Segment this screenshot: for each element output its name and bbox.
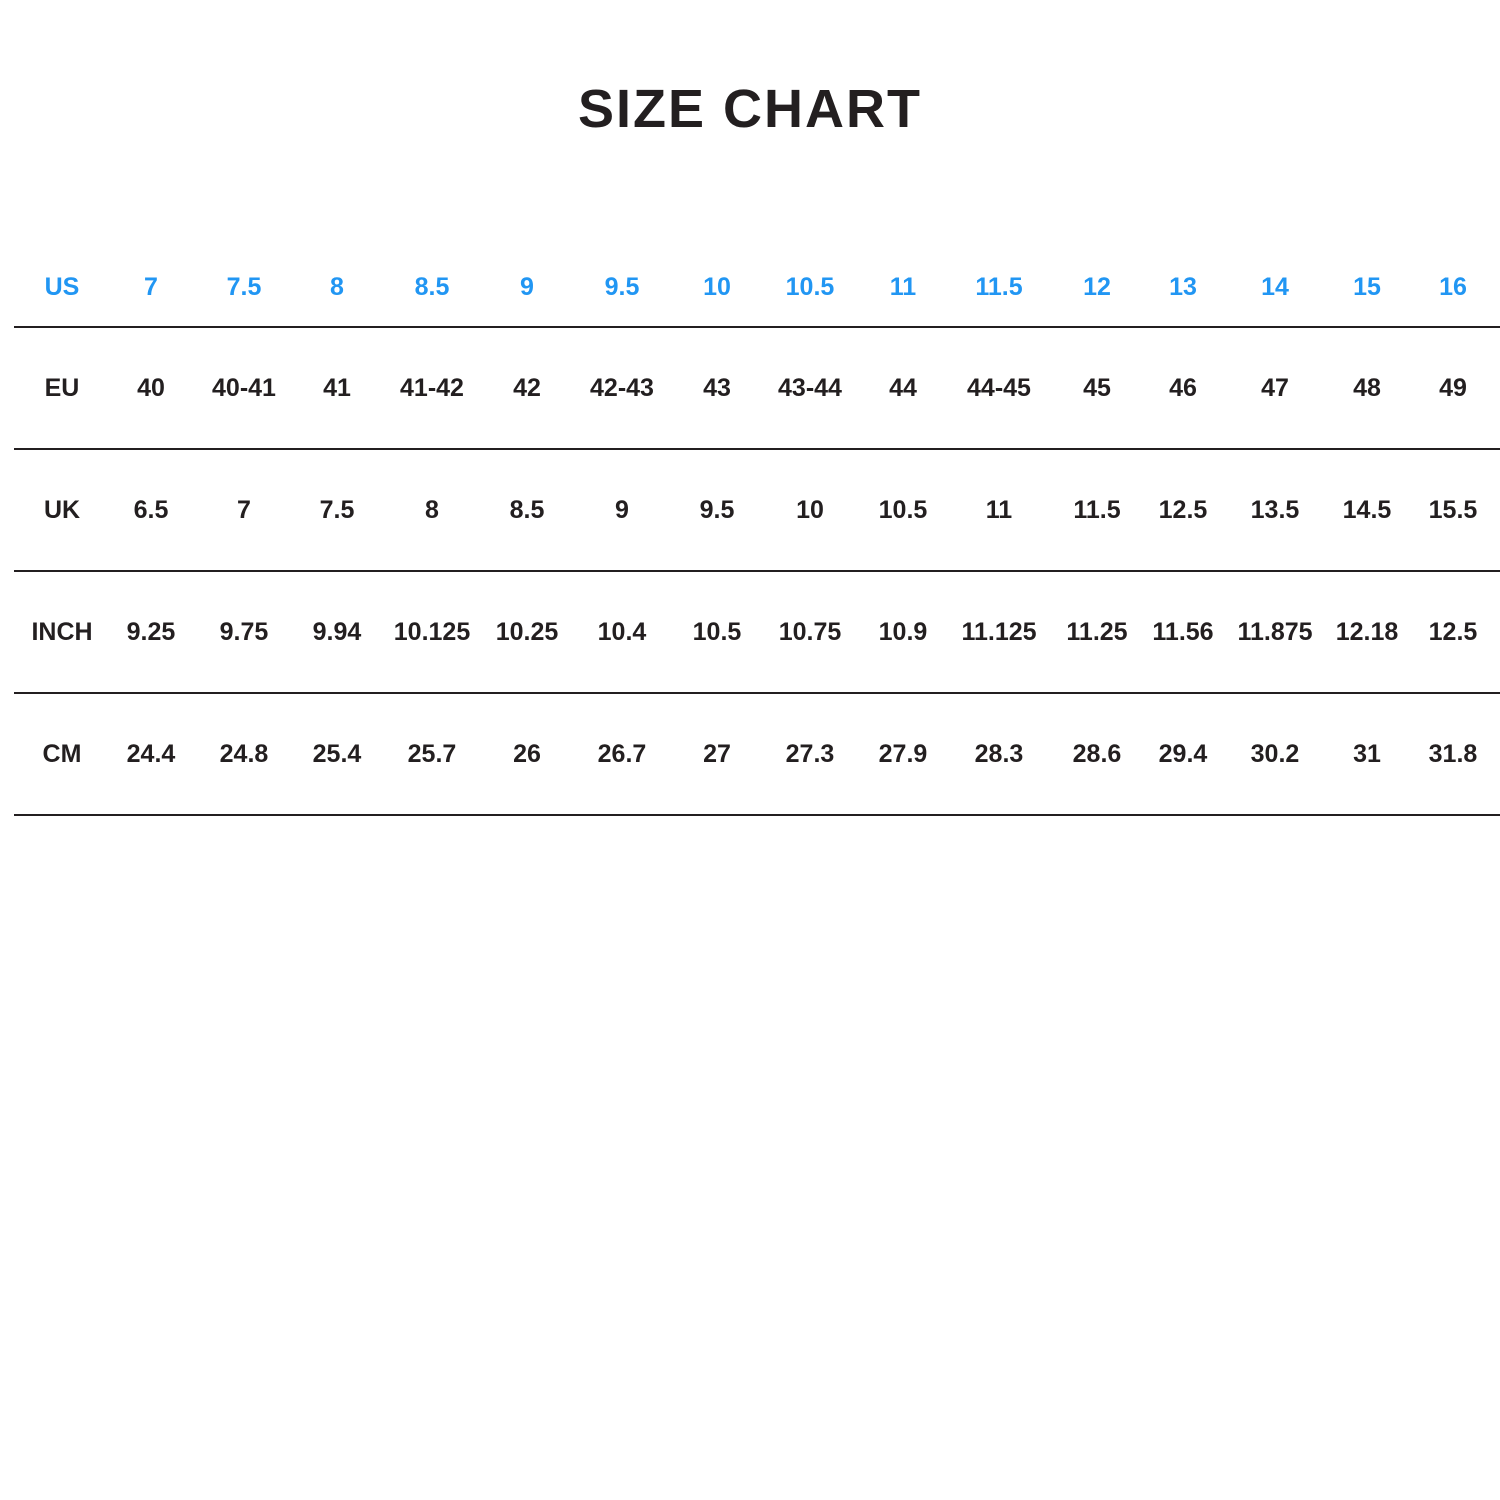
table-cell: 11.125 bbox=[961, 617, 1037, 646]
table-cell: 11.56 bbox=[1152, 617, 1214, 646]
table-cell: 10.5 bbox=[692, 617, 742, 646]
table-cell: 6.5 bbox=[133, 495, 169, 524]
table-cell: 43-44 bbox=[778, 373, 842, 402]
header-cell: 9.5 bbox=[604, 272, 640, 301]
table-cell: 7 bbox=[237, 495, 251, 524]
header-label-us: US bbox=[44, 272, 80, 301]
table-cell: 11.5 bbox=[1073, 495, 1121, 524]
table-cell: 9.94 bbox=[312, 617, 362, 646]
header-cell: 11 bbox=[889, 272, 917, 301]
table-cell: 25.7 bbox=[407, 739, 457, 768]
table-cell: 12.18 bbox=[1335, 617, 1399, 646]
size-chart-table bbox=[14, 248, 1500, 816]
table-cell: 10.25 bbox=[495, 617, 559, 646]
table-cell: 15.5 bbox=[1428, 495, 1478, 524]
header-cell: 8.5 bbox=[414, 272, 450, 301]
table-cell: 8.5 bbox=[509, 495, 545, 524]
header-cell: 13 bbox=[1169, 272, 1197, 301]
table-cell: 10.5 bbox=[878, 495, 928, 524]
header-cell: 16 bbox=[1439, 272, 1467, 301]
table-cell: 9 bbox=[615, 495, 629, 524]
row-label-uk: UK bbox=[43, 495, 81, 524]
table-cell: 45 bbox=[1083, 373, 1111, 402]
table-cell: 28.3 bbox=[974, 739, 1024, 768]
table-cell: 11.25 bbox=[1066, 617, 1128, 646]
table-cell: 25.4 bbox=[312, 739, 362, 768]
table-cell: 27.9 bbox=[878, 739, 928, 768]
header-cell: 9 bbox=[520, 272, 534, 301]
table-cell: 46 bbox=[1169, 373, 1197, 402]
table-cell: 7.5 bbox=[319, 495, 355, 524]
table-cell: 14.5 bbox=[1342, 495, 1392, 524]
table-cell: 48 bbox=[1353, 373, 1381, 402]
table-cell: 10.4 bbox=[597, 617, 647, 646]
table-cell: 42-43 bbox=[590, 373, 654, 402]
table-cell: 12.5 bbox=[1158, 495, 1208, 524]
table-cell: 41-42 bbox=[400, 373, 464, 402]
table-row bbox=[14, 327, 1500, 449]
table-row bbox=[14, 693, 1500, 815]
table-cell: 10 bbox=[796, 495, 824, 524]
table-cell: 28.6 bbox=[1072, 739, 1122, 768]
table-cell: 31.8 bbox=[1428, 739, 1478, 768]
table-cell: 44 bbox=[889, 373, 917, 402]
table-cell: 9.5 bbox=[699, 495, 735, 524]
table-cell: 29.4 bbox=[1158, 739, 1208, 768]
table-cell: 13.5 bbox=[1250, 495, 1300, 524]
table-cell: 43 bbox=[703, 373, 731, 402]
table-cell: 41 bbox=[323, 373, 351, 402]
page-title: SIZE CHART bbox=[578, 79, 922, 139]
table-header-row bbox=[14, 248, 1500, 327]
table-cell: 8 bbox=[425, 495, 439, 524]
table-cell: 27 bbox=[703, 739, 731, 768]
header-cell: 15 bbox=[1353, 272, 1381, 301]
table-cell: 24.4 bbox=[126, 739, 176, 768]
table-cell: 40 bbox=[137, 373, 165, 402]
header-cell: 10 bbox=[703, 272, 731, 301]
header-cell: 14 bbox=[1261, 272, 1289, 301]
header-cell: 12 bbox=[1083, 272, 1111, 301]
header-cell: 11.5 bbox=[975, 272, 1023, 301]
table-cell: 47 bbox=[1261, 373, 1289, 402]
table-cell: 42 bbox=[513, 373, 541, 402]
table-cell: 49 bbox=[1439, 373, 1467, 402]
table-cell: 9.75 bbox=[219, 617, 269, 646]
table-cell: 26 bbox=[513, 739, 541, 768]
table-cell: 9.25 bbox=[126, 617, 176, 646]
table-cell: 30.2 bbox=[1250, 739, 1300, 768]
header-cell: 7 bbox=[144, 272, 158, 301]
table-cell: 40-41 bbox=[212, 373, 276, 402]
table-cell: 10.75 bbox=[778, 617, 842, 646]
table-cell: 11 bbox=[985, 495, 1013, 524]
size-chart-table-container bbox=[14, 140, 1486, 816]
table-cell: 24.8 bbox=[219, 739, 269, 768]
row-label-eu: EU bbox=[44, 373, 80, 402]
header-cell: 10.5 bbox=[785, 272, 835, 301]
table-cell: 12.5 bbox=[1428, 617, 1478, 646]
row-label-inch: INCH bbox=[31, 617, 93, 646]
table-cell: 10.9 bbox=[878, 617, 928, 646]
header-cell: 7.5 bbox=[226, 272, 262, 301]
row-label-cm: CM bbox=[42, 739, 82, 768]
header-cell: 8 bbox=[330, 272, 344, 301]
table-cell: 27.3 bbox=[785, 739, 835, 768]
table-cell: 31 bbox=[1353, 739, 1381, 768]
table-row bbox=[14, 571, 1500, 693]
table-cell: 44-45 bbox=[967, 373, 1031, 402]
table-row bbox=[14, 449, 1500, 571]
table-cell: 10.125 bbox=[393, 617, 471, 646]
table-cell: 26.7 bbox=[597, 739, 647, 768]
table-cell: 11.875 bbox=[1237, 617, 1313, 646]
